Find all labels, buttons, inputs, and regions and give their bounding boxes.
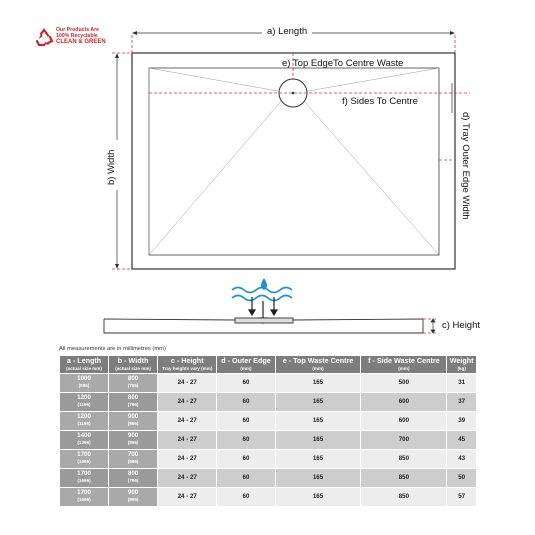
cell-weight: 31 [447, 374, 477, 393]
cell-outer-edge: 60 [217, 393, 275, 412]
cell-outer-edge: 60 [217, 431, 275, 450]
cell-weight: 45 [447, 431, 477, 450]
cell-outer-edge: 60 [217, 469, 275, 488]
cell-side-waste: 850 [361, 488, 447, 507]
cell-outer-edge: 60 [217, 374, 275, 393]
table-header-row [60, 356, 477, 374]
water-waves-icon [232, 288, 292, 301]
cell-height: 24 - 27 [158, 374, 217, 393]
table-row [60, 488, 477, 507]
cell-top-waste: 165 [275, 393, 361, 412]
badge-line-2: 100% Recyclable [56, 33, 98, 40]
cell-side-waste: 600 [361, 393, 447, 412]
cell-width: 800 (796) [109, 374, 158, 393]
cell-width: 900 (896) [109, 488, 158, 507]
cell-side-waste: 500 [361, 374, 447, 393]
cell-side-waste: 850 [361, 469, 447, 488]
cell-side-waste: 850 [361, 450, 447, 469]
cell-outer-edge: 60 [217, 450, 275, 469]
cell-length: 1700 (1696) [60, 450, 109, 469]
header-weight: Weight (kg) [447, 356, 477, 374]
water-drop-icon [261, 278, 267, 290]
header-width: b - Width (actual size mm) [109, 356, 158, 374]
cell-height: 24 - 27 [158, 469, 217, 488]
top-edge-label: e) Top EdgeTo Centre Waste [282, 58, 404, 69]
cell-width: 900 (896) [109, 412, 158, 431]
cell-outer-edge: 60 [217, 488, 275, 507]
cell-length: 1400 (1396) [60, 431, 109, 450]
header-height: c - Height Tray heights vary (mm) [158, 356, 217, 374]
length-label: a) Length [267, 26, 308, 37]
cell-top-waste: 165 [275, 431, 361, 450]
cell-weight: 37 [447, 393, 477, 412]
table-body [60, 374, 477, 507]
header-side-waste: f - Side Waste Centre (mm) [361, 356, 447, 374]
tray-side-profile [104, 318, 423, 333]
table-row [60, 450, 477, 469]
cell-top-waste: 165 [275, 450, 361, 469]
height-dimension [423, 319, 438, 333]
table-row [60, 393, 477, 412]
cell-side-waste: 700 [361, 431, 447, 450]
cell-length: 1700 (1696) [60, 488, 109, 507]
cell-height: 24 - 27 [158, 431, 217, 450]
cell-outer-edge: 60 [217, 412, 275, 431]
cell-weight: 57 [447, 488, 477, 507]
cell-weight: 39 [447, 412, 477, 431]
width-label: b) Width [106, 149, 117, 185]
height-label: c) Height [442, 320, 481, 331]
badge-line-1: Our Products Are [56, 27, 100, 33]
header-length: a - Length (actual size mm) [60, 356, 109, 374]
table-row [60, 469, 477, 488]
cell-height: 24 - 27 [158, 412, 217, 431]
cell-length: 1200 (1196) [60, 412, 109, 431]
badge-line-3: CLEAN & GREEN [56, 39, 106, 46]
cell-length: 1700 (1696) [60, 469, 109, 488]
waste-centre [292, 92, 295, 95]
cell-weight: 43 [447, 450, 477, 469]
cell-side-waste: 600 [361, 412, 447, 431]
cell-length: 1000 (996) [60, 374, 109, 393]
header-outer-edge: d - Outer Edge (mm) [217, 356, 275, 374]
cell-top-waste: 165 [275, 374, 361, 393]
spec-table [59, 355, 477, 507]
cell-weight: 50 [447, 469, 477, 488]
cell-height: 24 - 27 [158, 450, 217, 469]
outer-edge-label: d) Tray Outer Edge Width [460, 112, 471, 220]
cell-length: 1200 (1196) [60, 393, 109, 412]
measurements-note: All measurements are in millimetres (mm) [59, 346, 166, 352]
table-row [60, 412, 477, 431]
cell-top-waste: 165 [275, 412, 361, 431]
cell-top-waste: 165 [275, 469, 361, 488]
cell-height: 24 - 27 [158, 393, 217, 412]
cell-top-waste: 165 [275, 488, 361, 507]
table-row [60, 431, 477, 450]
header-top-waste: e - Top Waste Centre (mm) [275, 356, 361, 374]
cell-width: 900 (896) [109, 431, 158, 450]
cell-width: 700 (696) [109, 450, 158, 469]
cell-height: 24 - 27 [158, 488, 217, 507]
table-row [60, 374, 477, 393]
cell-width: 800 (796) [109, 469, 158, 488]
cell-width: 800 (796) [109, 393, 158, 412]
dimension-lines [112, 35, 470, 269]
sides-label: f) Sides To Centre [342, 96, 418, 107]
